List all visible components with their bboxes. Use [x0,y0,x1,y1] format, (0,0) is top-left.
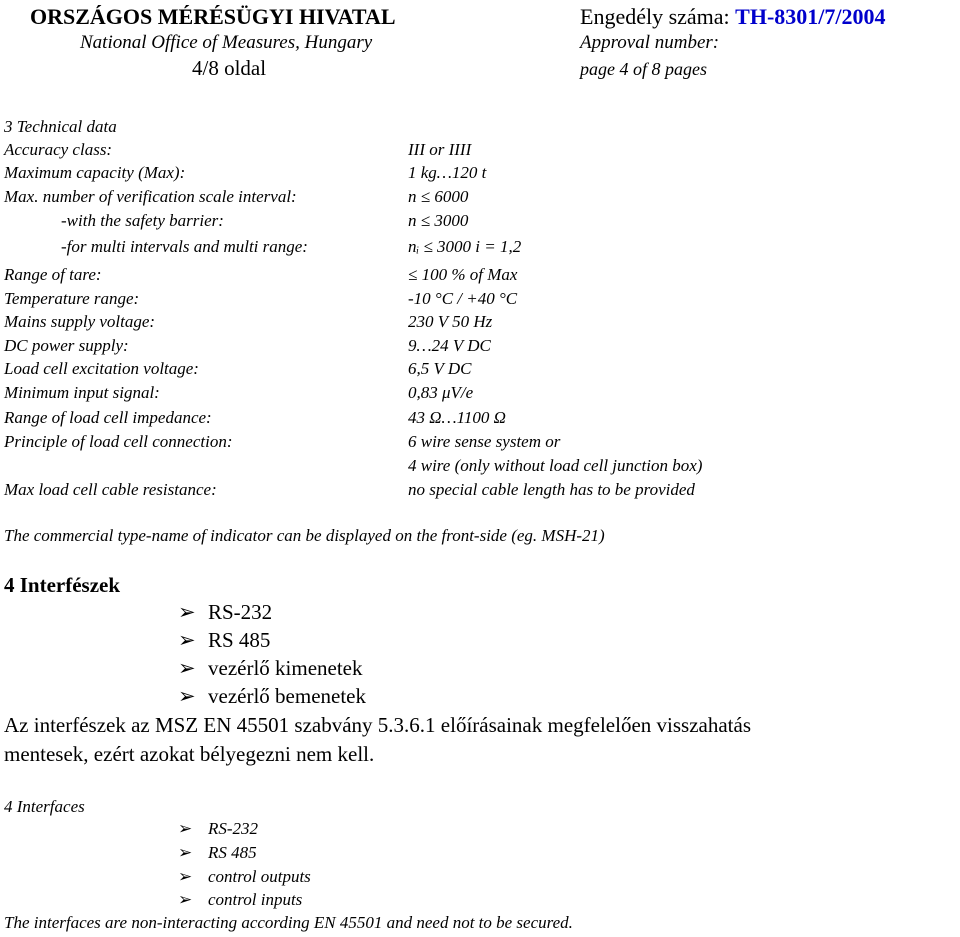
arrow-bullet-icon: ➢ [178,819,193,838]
row-value: nᵢ ≤ 3000 i = 1,2 [408,237,522,256]
row-value: n ≤ 6000 [408,187,469,206]
list-item [178,820,258,837]
row-value: n ≤ 3000 [408,211,469,230]
arrow-bullet-icon: ➢ [178,628,196,652]
row-label: -for multi intervals and multi range: [61,237,308,256]
row-value: 6,5 V DC [408,359,472,378]
row-label: Principle of load cell connection: [4,432,233,451]
page-number-en: page 4 of 8 pages [580,59,707,79]
approval-line [580,6,886,28]
arrow-bullet-icon: ➢ [178,656,196,680]
org-name-hu: ORSZÁGOS MÉRÉSÜGYI HIVATAL [30,4,396,29]
list-item-label: vezérlő bemenetek [208,684,366,708]
list-item [178,602,272,623]
list-item [178,868,311,885]
row-label: DC power supply: [4,336,129,355]
interfaces-hu-paragraph-line1: Az interfészek az MSZ EN 45501 szabvány 5.3.6.1 előírásainak megfelelően visszahatás [4,713,751,737]
row-value: 230 V 50 Hz [408,312,493,331]
list-item-label: RS-232 [208,600,273,624]
row-label: Max load cell cable resistance: [4,480,217,499]
row-label: Temperature range: [4,289,140,308]
row-value: -10 °C / +40 °C [408,289,518,308]
row-value: 6 wire sense system or [408,432,561,451]
approval-number: TH-8301/7/2004 [735,4,886,29]
list-item-label: RS 485 [208,628,271,652]
row-label: Maximum capacity (Max): [4,163,186,182]
list-item-label: control inputs [208,890,303,909]
arrow-bullet-icon: ➢ [178,684,196,708]
row-label: Max. number of verification scale interval: [4,187,297,206]
list-item-label: control outputs [208,867,311,886]
arrow-bullet-icon: ➢ [178,867,193,886]
list-item-label: vezérlő kimenetek [208,656,363,680]
interfaces-en-footer: The interfaces are non-interacting according EN 45501 and need not to be secured. [4,913,573,932]
row-label: Range of load cell impedance: [4,408,212,427]
page-number-hu: 4/8 oldal [192,56,267,80]
row-value: ≤ 100 % of Max [408,265,518,284]
row-label: Accuracy class: [4,140,113,159]
row-value: 1 kg…120 t [408,163,487,182]
row-label: -with the safety barrier: [61,211,224,230]
org-name-en: National Office of Measures, Hungary [80,32,373,53]
arrow-bullet-icon: ➢ [178,890,193,909]
list-item-label: RS 485 [208,843,257,862]
row-value: III or IIII [408,140,472,159]
list-item [178,844,257,861]
row-value: 9…24 V DC [408,336,491,355]
arrow-bullet-icon: ➢ [178,843,193,862]
row-label: Load cell excitation voltage: [4,359,199,378]
row-label: Minimum input signal: [4,383,160,402]
row-value: 43 Ω…1100 Ω [408,408,506,427]
interfaces-hu-paragraph-line2: mentesek, ezért azokat bélyegezni nem kell. [4,742,375,766]
arrow-bullet-icon: ➢ [178,600,196,624]
list-item [178,891,302,908]
row-label: Mains supply voltage: [4,312,156,331]
row-value: 4 wire (only without load cell junction box) [408,456,703,475]
list-item [178,658,363,679]
row-label: Range of tare: [4,265,102,284]
interfaces-en-title: 4 Interfaces [4,797,85,816]
list-item-label: RS-232 [208,819,259,838]
row-value: 0,83 μV/e [408,383,474,402]
technical-section-title: 3 Technical data [4,117,117,136]
row-value: no special cable length has to be provided [408,480,695,499]
commercial-note: The commercial type-name of indicator can be displayed on the front-side (eg. MSH-21) [4,526,605,545]
list-item [178,686,366,707]
list-item [178,630,270,651]
interfaces-hu-title: 4 Interfészek [4,573,121,597]
approval-label-en: Approval number: [580,32,720,53]
approval-label-hu: Engedély száma: [580,4,736,29]
